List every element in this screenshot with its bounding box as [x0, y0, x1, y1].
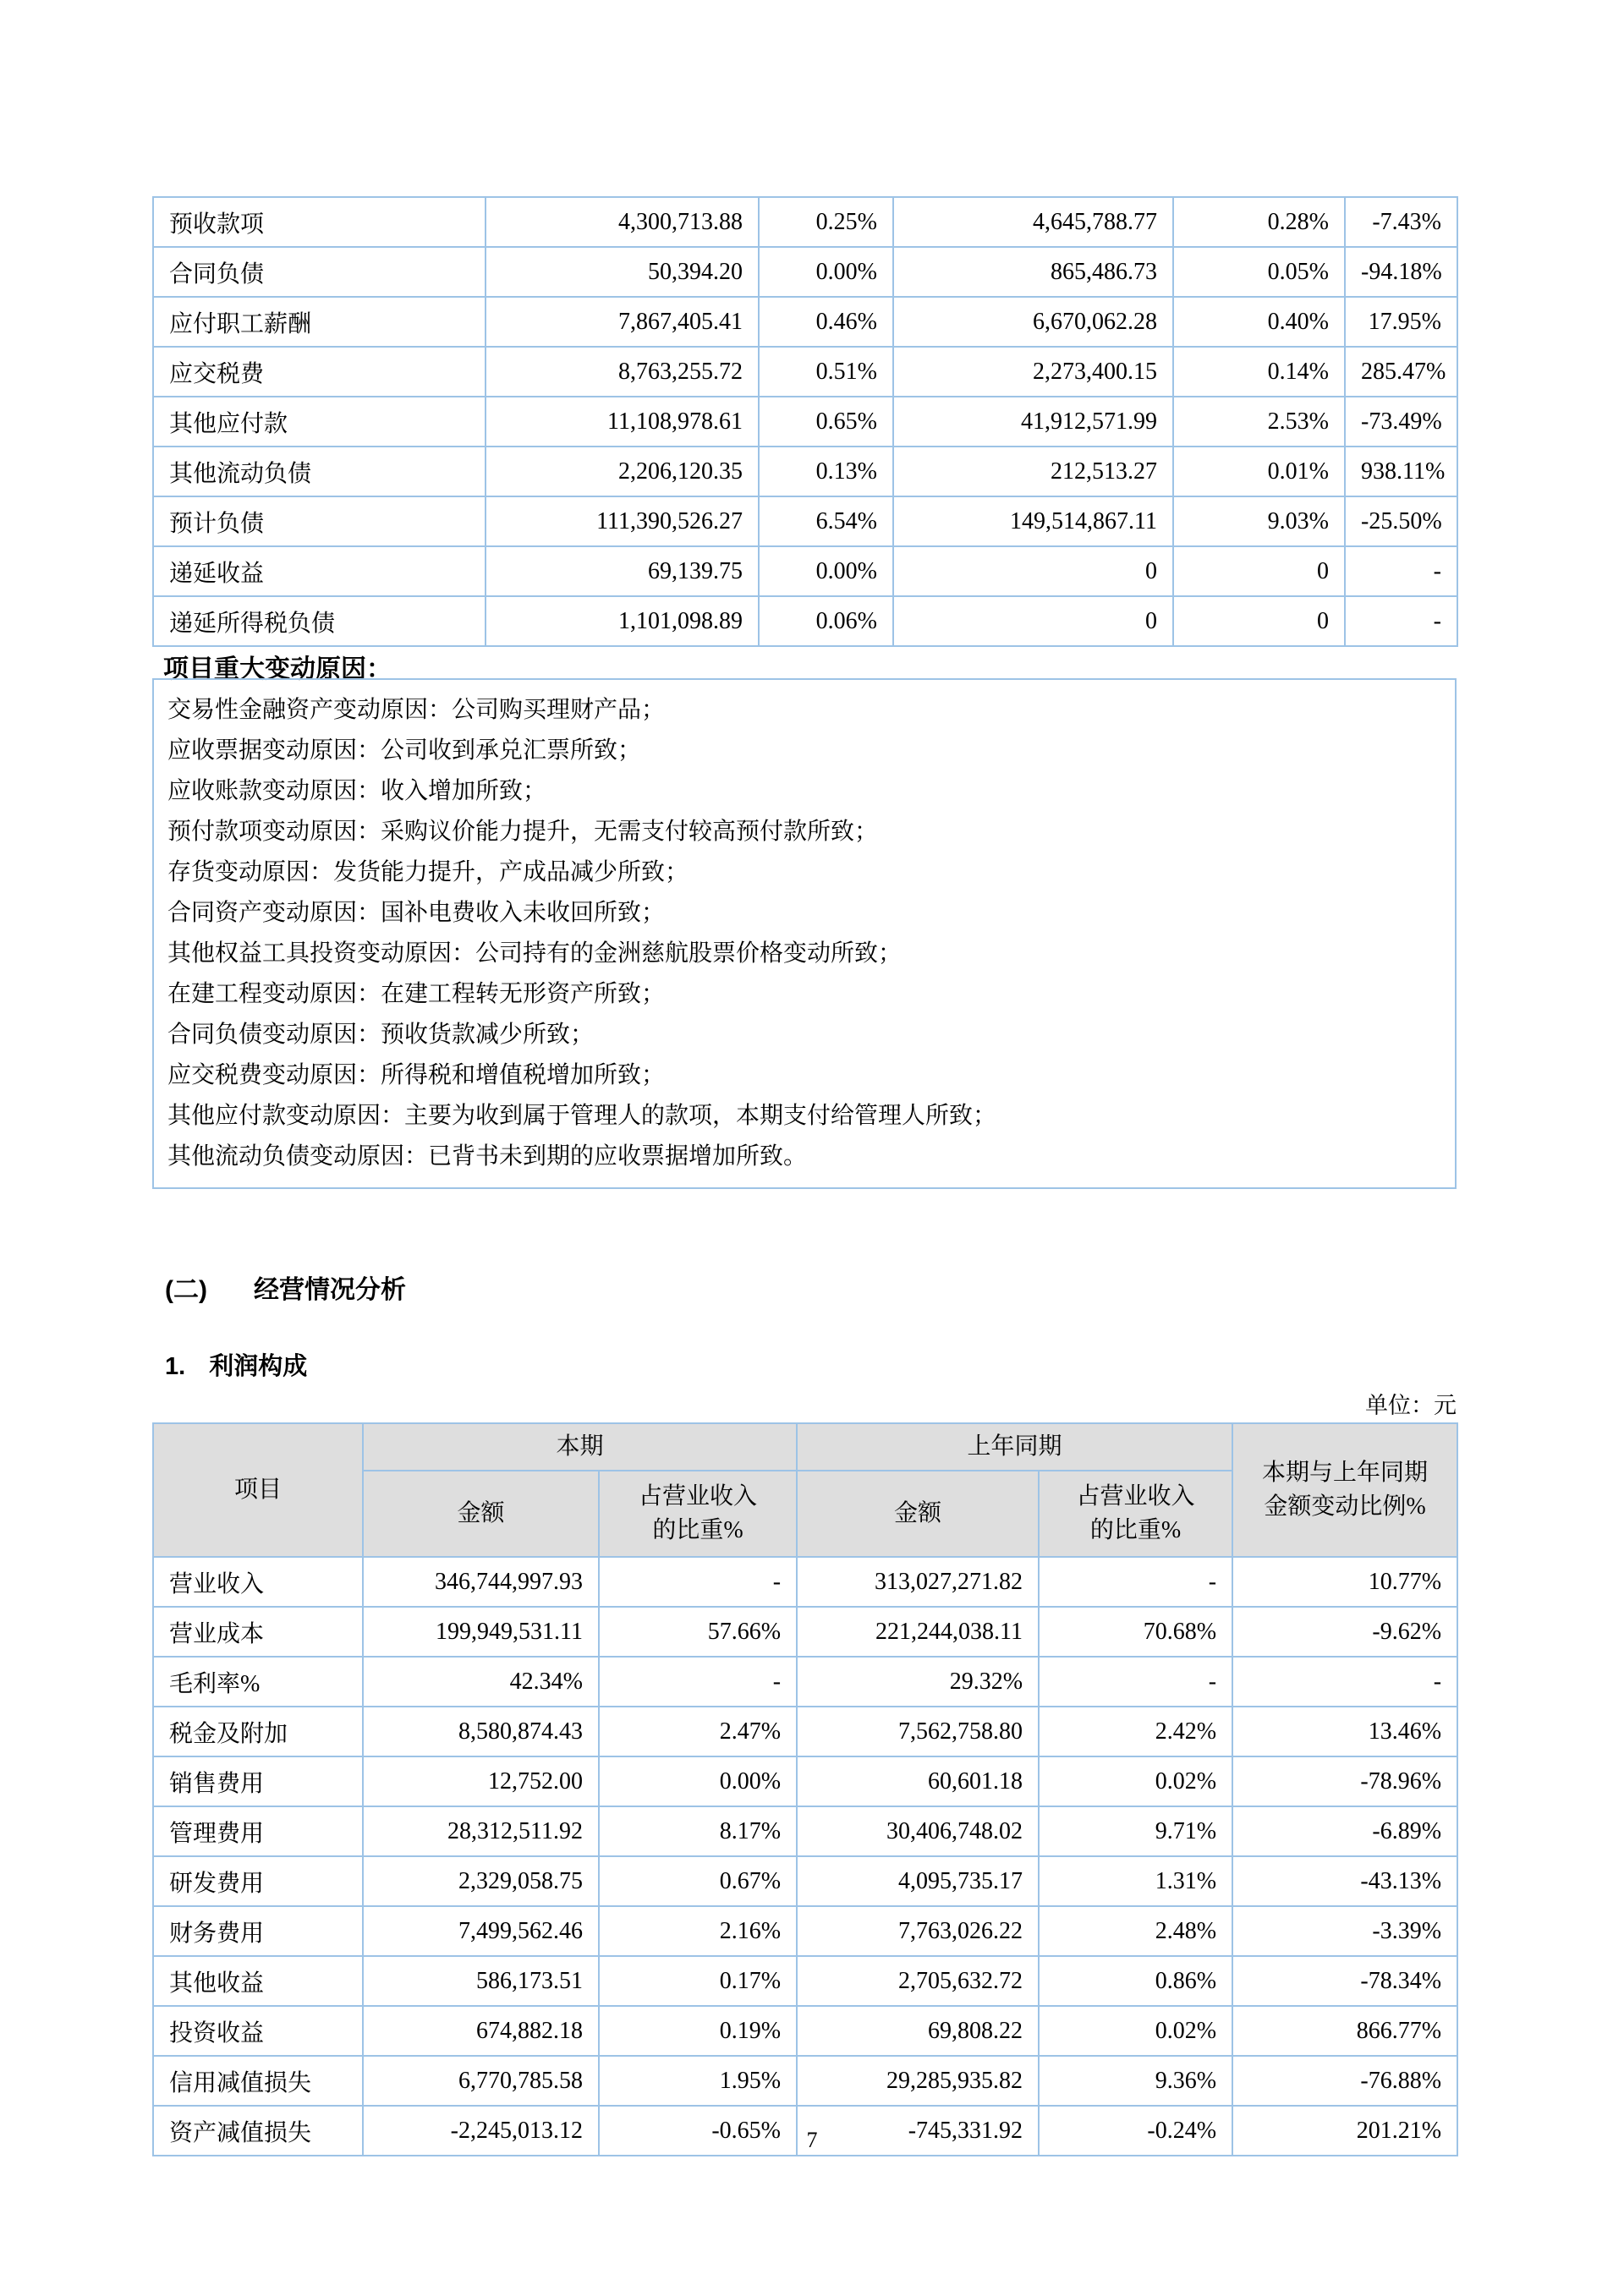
value-cell: 69,139.75: [486, 546, 759, 596]
value-cell: -0.24%: [1039, 2106, 1232, 2156]
value-cell: 346,744,997.93: [363, 1557, 599, 1607]
reason-line: 其他权益工具投资变动原因：公司持有的金洲慈航股票价格变动所致；: [167, 940, 903, 967]
value-cell: 221,244,038.11: [797, 1607, 1039, 1657]
reason-line: 合同资产变动原因：国补电费收入未收回所致；: [167, 900, 666, 926]
item-label-cell: 其他应付款: [153, 397, 486, 447]
reasons-box: [152, 678, 1457, 1189]
value-cell: 69,808.22: [797, 2006, 1039, 2056]
value-cell: 4,645,788.77: [893, 197, 1173, 247]
value-cell: 674,882.18: [363, 2006, 599, 2056]
value-cell: 6,770,785.58: [363, 2056, 599, 2106]
value-cell: 0.67%: [599, 1856, 797, 1906]
value-cell: 2.53%: [1173, 397, 1345, 447]
profit-table-header: [153, 1423, 1457, 1557]
item-label-cell: 营业成本: [153, 1607, 363, 1657]
value-cell: 29,285,935.82: [797, 2056, 1039, 2106]
item-label-cell: 销售费用: [153, 1756, 363, 1806]
header-row-groups: [153, 1423, 1457, 1471]
value-cell: 7,499,562.46: [363, 1906, 599, 1956]
table-row: [153, 197, 1457, 247]
item-label-cell: 投资收益: [153, 2006, 363, 2056]
value-cell: 13.46%: [1232, 1707, 1457, 1756]
reason-line: 应收账款变动原因：收入增加所致；: [167, 778, 547, 804]
table-row: [153, 297, 1457, 347]
reason-line: 其他应付款变动原因：主要为收到属于管理人的款项，本期支付给管理人所致；: [167, 1103, 997, 1129]
value-cell: 11,108,978.61: [486, 397, 759, 447]
balance-items-table: [152, 196, 1458, 647]
value-cell: 2,705,632.72: [797, 1956, 1039, 2006]
value-cell: 0.25%: [759, 197, 893, 247]
item-label-cell: 财务费用: [153, 1906, 363, 1956]
value-cell: -3.39%: [1232, 1906, 1457, 1956]
sub-heading: [165, 1347, 307, 1382]
value-cell: 0: [1173, 596, 1345, 646]
reasons-heading: 项目重大变动原因：: [163, 655, 392, 683]
value-cell: 2.48%: [1039, 1906, 1232, 1956]
value-cell: 865,486.73: [893, 247, 1173, 297]
value-cell: -: [1039, 1657, 1232, 1707]
header-prior-period: 上年同期: [797, 1423, 1232, 1471]
value-cell: -78.34%: [1232, 1956, 1457, 2006]
item-label-cell: 其他收益: [153, 1956, 363, 2006]
value-cell: 41,912,571.99: [893, 397, 1173, 447]
item-label-cell: 资产减值损失: [153, 2106, 363, 2156]
value-cell: -73.49%: [1345, 397, 1457, 447]
value-cell: 10.77%: [1232, 1557, 1457, 1607]
reason-line: 合同负债变动原因：预收货款减少所致；: [167, 1022, 595, 1048]
item-label-cell: 税金及附加: [153, 1707, 363, 1756]
item-label-cell: 应交税费: [153, 347, 486, 397]
table-row: [153, 1956, 1457, 2006]
item-label-cell: 应付职工薪酬: [153, 297, 486, 347]
value-cell: 0.06%: [759, 596, 893, 646]
value-cell: 2,273,400.15: [893, 347, 1173, 397]
reason-line: 在建工程变动原因：在建工程转无形资产所致；: [167, 981, 666, 1007]
value-cell: 9.03%: [1173, 496, 1345, 546]
value-cell: 6.54%: [759, 496, 893, 546]
table-row: [153, 496, 1457, 546]
header-change-ratio: 本期与上年同期金额变动比例%: [1232, 1423, 1457, 1557]
section-heading: [165, 1269, 406, 1306]
value-cell: 1.95%: [599, 2056, 797, 2106]
value-cell: 0.00%: [599, 1756, 797, 1806]
value-cell: 149,514,867.11: [893, 496, 1173, 546]
item-label-cell: 预收款项: [153, 197, 486, 247]
value-cell: 7,763,026.22: [797, 1906, 1039, 1956]
reason-line: 交易性金融资产变动原因：公司购买理财产品；: [167, 697, 666, 723]
table-row: [153, 1856, 1457, 1906]
value-cell: 8.17%: [599, 1806, 797, 1856]
value-cell: 0.46%: [759, 297, 893, 347]
value-cell: 313,027,271.82: [797, 1557, 1039, 1607]
value-cell: -: [1345, 546, 1457, 596]
value-cell: -: [599, 1657, 797, 1707]
table-row: [153, 1906, 1457, 1956]
table-row: [153, 546, 1457, 596]
value-cell: 0.28%: [1173, 197, 1345, 247]
table-row: [153, 1657, 1457, 1707]
table-row: [153, 397, 1457, 447]
value-cell: 1,101,098.89: [486, 596, 759, 646]
value-cell: 586,173.51: [363, 1956, 599, 2006]
value-cell: -7.43%: [1345, 197, 1457, 247]
value-cell: 28,312,511.92: [363, 1806, 599, 1856]
reason-line: 存货变动原因：发货能力提升，产成品减少所致；: [167, 859, 689, 885]
item-label-cell: 其他流动负债: [153, 447, 486, 496]
value-cell: -6.89%: [1232, 1806, 1457, 1856]
page-number: 7: [806, 2128, 818, 2152]
value-cell: 42.34%: [363, 1657, 599, 1707]
table-row: [153, 447, 1457, 496]
value-cell: -: [1232, 1657, 1457, 1707]
value-cell: 2,206,120.35: [486, 447, 759, 496]
value-cell: 2.47%: [599, 1707, 797, 1756]
header-amount-prior: 金额: [797, 1471, 1039, 1557]
item-label-cell: 管理费用: [153, 1806, 363, 1856]
item-label-cell: 营业收入: [153, 1557, 363, 1607]
value-cell: 0.14%: [1173, 347, 1345, 397]
table-row: [153, 596, 1457, 646]
header-ratio-current: 占营业收入的比重%: [599, 1471, 797, 1557]
value-cell: 17.95%: [1345, 297, 1457, 347]
item-label-cell: 合同负债: [153, 247, 486, 297]
value-cell: 70.68%: [1039, 1607, 1232, 1657]
header-amount-current: 金额: [363, 1471, 599, 1557]
item-label-cell: 递延收益: [153, 546, 486, 596]
value-cell: 0.65%: [759, 397, 893, 447]
value-cell: 0.02%: [1039, 2006, 1232, 2056]
item-label-cell: 信用减值损失: [153, 2056, 363, 2106]
sub-heading-title: 利润构成: [209, 1353, 308, 1380]
value-cell: 0.01%: [1173, 447, 1345, 496]
value-cell: -0.65%: [599, 2106, 797, 2156]
reason-line: 应交税费变动原因：所得税和增值税增加所致；: [167, 1062, 666, 1088]
unit-label: 单位：元: [1365, 1393, 1457, 1418]
item-label-cell: 预计负债: [153, 496, 486, 546]
table-row: [153, 1557, 1457, 1607]
value-cell: -745,331.92: [797, 2106, 1039, 2156]
value-cell: 199,949,531.11: [363, 1607, 599, 1657]
value-cell: -9.62%: [1232, 1607, 1457, 1657]
value-cell: -25.50%: [1345, 496, 1457, 546]
value-cell: 7,867,405.41: [486, 297, 759, 347]
table-row: [153, 1756, 1457, 1806]
value-cell: 0.00%: [759, 247, 893, 297]
value-cell: 6,670,062.28: [893, 297, 1173, 347]
value-cell: 0.40%: [1173, 297, 1345, 347]
value-cell: 60,601.18: [797, 1756, 1039, 1806]
table-row: [153, 347, 1457, 397]
value-cell: 866.77%: [1232, 2006, 1457, 2056]
reason-line: 其他流动负债变动原因：已背书未到期的应收票据增加所致。: [167, 1143, 808, 1170]
value-cell: -78.96%: [1232, 1756, 1457, 1806]
value-cell: 212,513.27: [893, 447, 1173, 496]
reason-line: 预付款项变动原因：采购议价能力提升，无需支付较高预付款所致；: [167, 819, 879, 845]
value-cell: 0.05%: [1173, 247, 1345, 297]
value-cell: 8,763,255.72: [486, 347, 759, 397]
header-current-period: 本期: [363, 1423, 797, 1471]
value-cell: 0.00%: [759, 546, 893, 596]
value-cell: -: [1039, 1557, 1232, 1607]
value-cell: 0.17%: [599, 1956, 797, 2006]
value-cell: 57.66%: [599, 1607, 797, 1657]
value-cell: 0: [1173, 546, 1345, 596]
header-ratio-prior: 占营业收入的比重%: [1039, 1471, 1232, 1557]
balance-items-table-body: [153, 197, 1457, 646]
sub-heading-number: 1.: [165, 1353, 186, 1380]
value-cell: 4,300,713.88: [486, 197, 759, 247]
value-cell: 7,562,758.80: [797, 1707, 1039, 1756]
table-row: [153, 1806, 1457, 1856]
value-cell: 29.32%: [797, 1657, 1039, 1707]
value-cell: -76.88%: [1232, 2056, 1457, 2106]
value-cell: 12,752.00: [363, 1756, 599, 1806]
value-cell: -43.13%: [1232, 1856, 1457, 1906]
value-cell: 938.11%: [1345, 447, 1457, 496]
value-cell: 0.51%: [759, 347, 893, 397]
table-row: [153, 1707, 1457, 1756]
header-item: 项目: [153, 1423, 363, 1557]
profit-composition-table: [152, 1422, 1458, 2156]
value-cell: 30,406,748.02: [797, 1806, 1039, 1856]
value-cell: -2,245,013.12: [363, 2106, 599, 2156]
reason-line: 应收票据变动原因：公司收到承兑汇票所致；: [167, 737, 642, 764]
table-row: [153, 247, 1457, 297]
profit-table-body: [153, 1557, 1457, 2156]
value-cell: 8,580,874.43: [363, 1707, 599, 1756]
value-cell: 2,329,058.75: [363, 1856, 599, 1906]
item-label-cell: 递延所得税负债: [153, 596, 486, 646]
value-cell: 0.19%: [599, 2006, 797, 2056]
value-cell: 9.36%: [1039, 2056, 1232, 2106]
value-cell: 0.02%: [1039, 1756, 1232, 1806]
section-title: 经营情况分析: [253, 1276, 406, 1304]
value-cell: 201.21%: [1232, 2106, 1457, 2156]
value-cell: -: [1345, 596, 1457, 646]
table-row: [153, 2006, 1457, 2056]
value-cell: 0: [893, 596, 1173, 646]
value-cell: -94.18%: [1345, 247, 1457, 297]
item-label-cell: 研发费用: [153, 1856, 363, 1906]
value-cell: 285.47%: [1345, 347, 1457, 397]
value-cell: 2.42%: [1039, 1707, 1232, 1756]
value-cell: -: [599, 1557, 797, 1607]
value-cell: 4,095,735.17: [797, 1856, 1039, 1906]
value-cell: 2.16%: [599, 1906, 797, 1956]
table-row: [153, 2056, 1457, 2106]
section-number: (二): [165, 1276, 207, 1304]
item-label-cell: 毛利率%: [153, 1657, 363, 1707]
value-cell: 0.86%: [1039, 1956, 1232, 2006]
value-cell: 0.13%: [759, 447, 893, 496]
table-row: [153, 1607, 1457, 1657]
value-cell: 1.31%: [1039, 1856, 1232, 1906]
value-cell: 0: [893, 546, 1173, 596]
value-cell: 111,390,526.27: [486, 496, 759, 546]
value-cell: 9.71%: [1039, 1806, 1232, 1856]
value-cell: 50,394.20: [486, 247, 759, 297]
